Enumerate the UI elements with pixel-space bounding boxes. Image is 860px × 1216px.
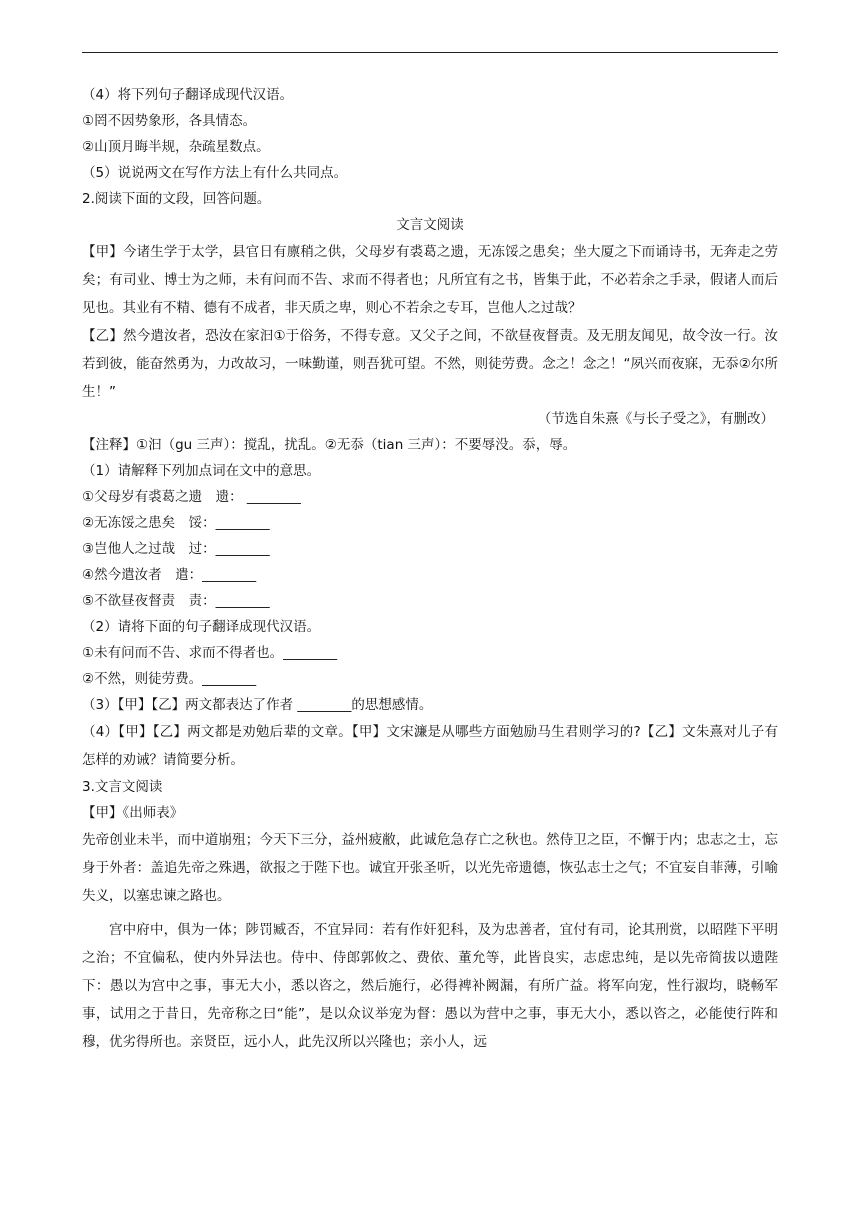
passage-jia: 【甲】今诸生学于太学，县官日有廪稍之供，父母岁有裘葛之遗，无冻馁之患矣；坐大厦之下而诵诗书，无奔走之劳矣；有司业、博士为之师，未有问而不告、求而不得者也；凡所宜有之书，皆集于此，不必若余之手录，假诸人而后见也。其业有不精、德有不成者，非天质之卑，则心不若余之专耳，岂他人之过哉？ xyxy=(82,244,778,316)
question-2-2-item: ②不然，则徒劳费。________ xyxy=(82,671,257,687)
question-2-1-item: ②无冻馁之患矣 馁：________ xyxy=(82,515,270,531)
question-1-4-item-1: ①罔不因势象形，各具情态。 xyxy=(82,113,257,129)
header-rule xyxy=(82,52,778,53)
question-2-3: （3）【甲】【乙】两文都表达了作者 ________的思想感情。 xyxy=(82,697,433,713)
section-3-heading: 3.文言文阅读 xyxy=(82,779,163,795)
question-2-1-item: ④然今遣汝者 遣：________ xyxy=(82,567,257,583)
question-1-4-item-2: ②山顶月晦半规，杂疏星数点。 xyxy=(82,139,270,155)
question-1-5: （5）说说两文在写作方法上有什么共同点。 xyxy=(82,165,348,181)
question-2-2: （2）请将下面的句子翻译成现代汉语。 xyxy=(82,619,321,635)
question-2-1-item: ①父母岁有裘葛之遗 遗： ________ xyxy=(82,489,301,505)
passage-chushibiao-1: 先帝创业未半，而中道崩殂；今天下三分，益州疲敝，此诚危急存亡之秋也。然侍卫之臣，不懈于内；忠志之士，忘身于外者：盖追先帝之殊遇，欲报之于陛下也。诚宜开张圣听，以光先帝遗德，恢弘志士之气；不宜妄自菲薄，引喻失义，以塞忠谏之路也。 xyxy=(82,832,778,904)
passage-yi: 【乙】然今遣汝者，恐汝在家汩①于俗务，不得专意。又父子之间，不欲昼夜督责。及无朋友闻见，故令汝一行。汝若到彼，能奋然勇为，力改故习，一味勤谨，则吾犹可望。不然，则徒劳费。念之！念之！“夙兴而夜寐，无忝②尔所生！” xyxy=(82,328,778,400)
section-2-title: 文言文阅读 xyxy=(396,217,464,233)
question-1-4: （4）将下列句子翻译成现代汉语。 xyxy=(82,87,294,103)
question-2-2-item: ①未有问而不告、求而不得者也。________ xyxy=(82,645,338,661)
passage-chushibiao-2: 宫中府中，俱为一体；陟罚臧否，不宜异同：若有作奸犯科，及为忠善者，宜付有司，论其刑赏，以昭陛下平明之治；不宜偏私，使内外异法也。侍中、侍郎郭攸之、费依、董允等，此皆良实，志虑忠纯，是以先帝简拔以遗陛下：愚以为宫中之事，事无大小，悉以咨之，然后施行，必得裨补阙漏，有所广益。将军向宠，性行淑均，晓畅军事，试用之于昔日，先帝称之曰“能”，是以众议举宠为督：愚以为营中之事，事无大小，悉以咨之，必能使行阵和穆，优劣得所也。亲贤臣，远小人，此先汉所以兴隆也；亲小人，远 xyxy=(82,922,778,1050)
section-2-heading: 2.阅读下面的文段，回答问题。 xyxy=(82,191,271,207)
question-2-1: （1）请解释下列加点词在文中的意思。 xyxy=(82,463,321,479)
question-2-4: （4）【甲】【乙】两文都是劝勉后辈的文章。【甲】文宋濂是从哪些方面勉励马生君则学习的?【乙】文朱熹对儿子有怎样的劝诫？请简要分析。 xyxy=(82,724,778,768)
question-2-1-item: ③岂他人之过哉 过：________ xyxy=(82,541,270,557)
section-3-subtitle: 【甲】《出师表》 xyxy=(82,805,184,821)
passage-source: （节选自朱熹《与长子受之》，有删改） xyxy=(537,411,774,427)
question-2-1-item: ⑤不欲昼夜督责 责：________ xyxy=(82,593,270,609)
passage-notes: 【注释】①汩（gu 三声）：搅乱，扰乱。②无忝（tian 三声）：不要辱没。忝，辱。 xyxy=(82,437,577,453)
document-page xyxy=(82,82,778,1056)
